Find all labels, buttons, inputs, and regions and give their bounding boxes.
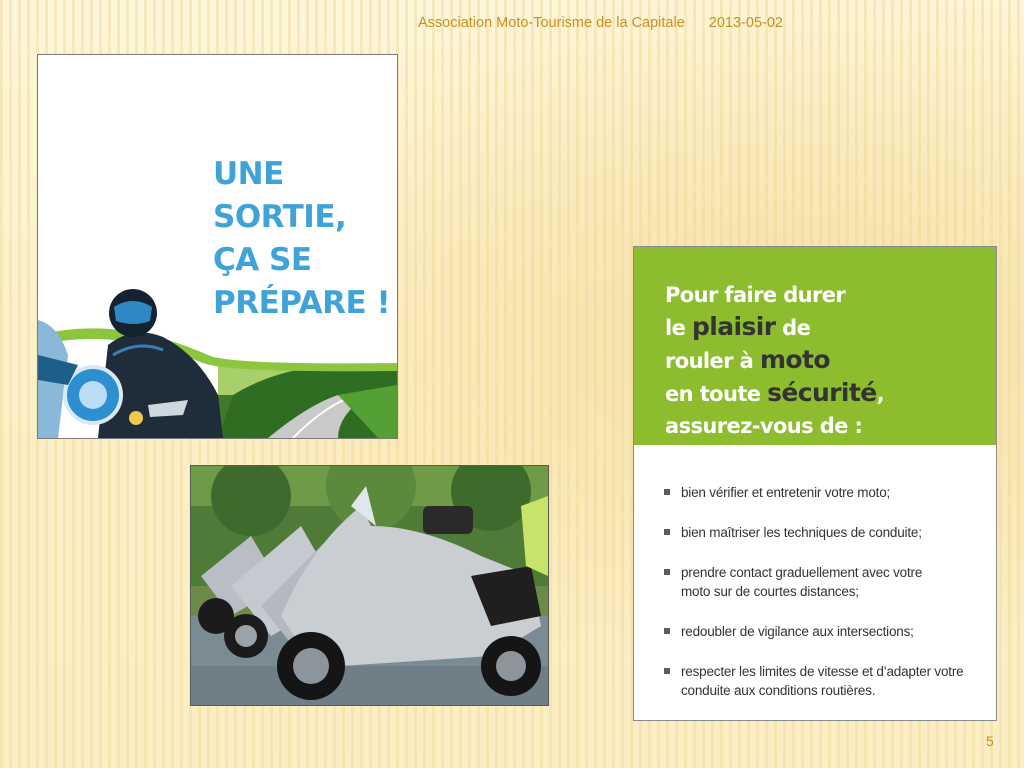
list-item bbox=[661, 622, 981, 641]
list-item-text: conduite aux conditions routières. bbox=[681, 683, 876, 698]
headline-line: assurez-vous de : bbox=[665, 414, 863, 438]
headline-line bbox=[665, 311, 884, 344]
poster-title-line: PRÉPARE ! bbox=[213, 285, 391, 321]
motorcycles-photo bbox=[190, 465, 549, 706]
headline-line bbox=[665, 344, 884, 377]
list-item-text: prendre contact graduellement avec votre bbox=[681, 565, 923, 580]
square-bullet-icon bbox=[664, 529, 670, 535]
poster-title-line: ÇA SE bbox=[213, 242, 312, 278]
safety-bullet-list bbox=[661, 483, 981, 700]
headline-line: Pour faire durer bbox=[665, 283, 846, 307]
list-item bbox=[661, 662, 981, 700]
list-item-text: moto sur de courtes distances; bbox=[681, 584, 859, 599]
list-item bbox=[661, 523, 981, 542]
headline-highlight: moto bbox=[759, 345, 830, 374]
square-bullet-icon bbox=[664, 569, 670, 575]
list-item bbox=[661, 483, 981, 502]
safety-info-panel bbox=[633, 246, 997, 721]
list-item-text: redoubler de vigilance aux intersections; bbox=[681, 624, 914, 639]
headline-text: rouler à bbox=[665, 349, 760, 373]
slide-header bbox=[418, 15, 783, 31]
headline-text: en toute bbox=[665, 382, 768, 406]
panel-headline bbox=[665, 279, 884, 442]
square-bullet-icon bbox=[664, 489, 670, 495]
motorcycles-illustration bbox=[191, 466, 548, 705]
poster-title-line: SORTIE, bbox=[213, 199, 347, 235]
page-number: 5 bbox=[986, 733, 994, 749]
poster-image bbox=[37, 54, 398, 439]
list-item-text: bien maîtriser les techniques de conduite; bbox=[681, 525, 922, 540]
square-bullet-icon bbox=[664, 628, 670, 634]
list-item-text: respecter les limites de vitesse et d’adapter votre bbox=[681, 664, 964, 679]
slide-date: 2013-05-02 bbox=[708, 15, 783, 31]
headline-highlight: sécurité bbox=[767, 378, 877, 407]
headline-line bbox=[665, 377, 884, 410]
organization-name: Association Moto-Tourisme de la Capitale bbox=[418, 15, 685, 31]
headline-text: , bbox=[876, 382, 884, 406]
square-bullet-icon bbox=[664, 668, 670, 674]
headline-highlight: plaisir bbox=[691, 312, 776, 341]
poster-title-line: UNE bbox=[213, 156, 284, 192]
headline-text: le bbox=[665, 316, 692, 340]
poster-title bbox=[213, 153, 390, 325]
list-item-text: bien vérifier et entretenir votre moto; bbox=[681, 485, 891, 500]
list-item bbox=[661, 563, 981, 601]
headline-text: de bbox=[775, 316, 811, 340]
